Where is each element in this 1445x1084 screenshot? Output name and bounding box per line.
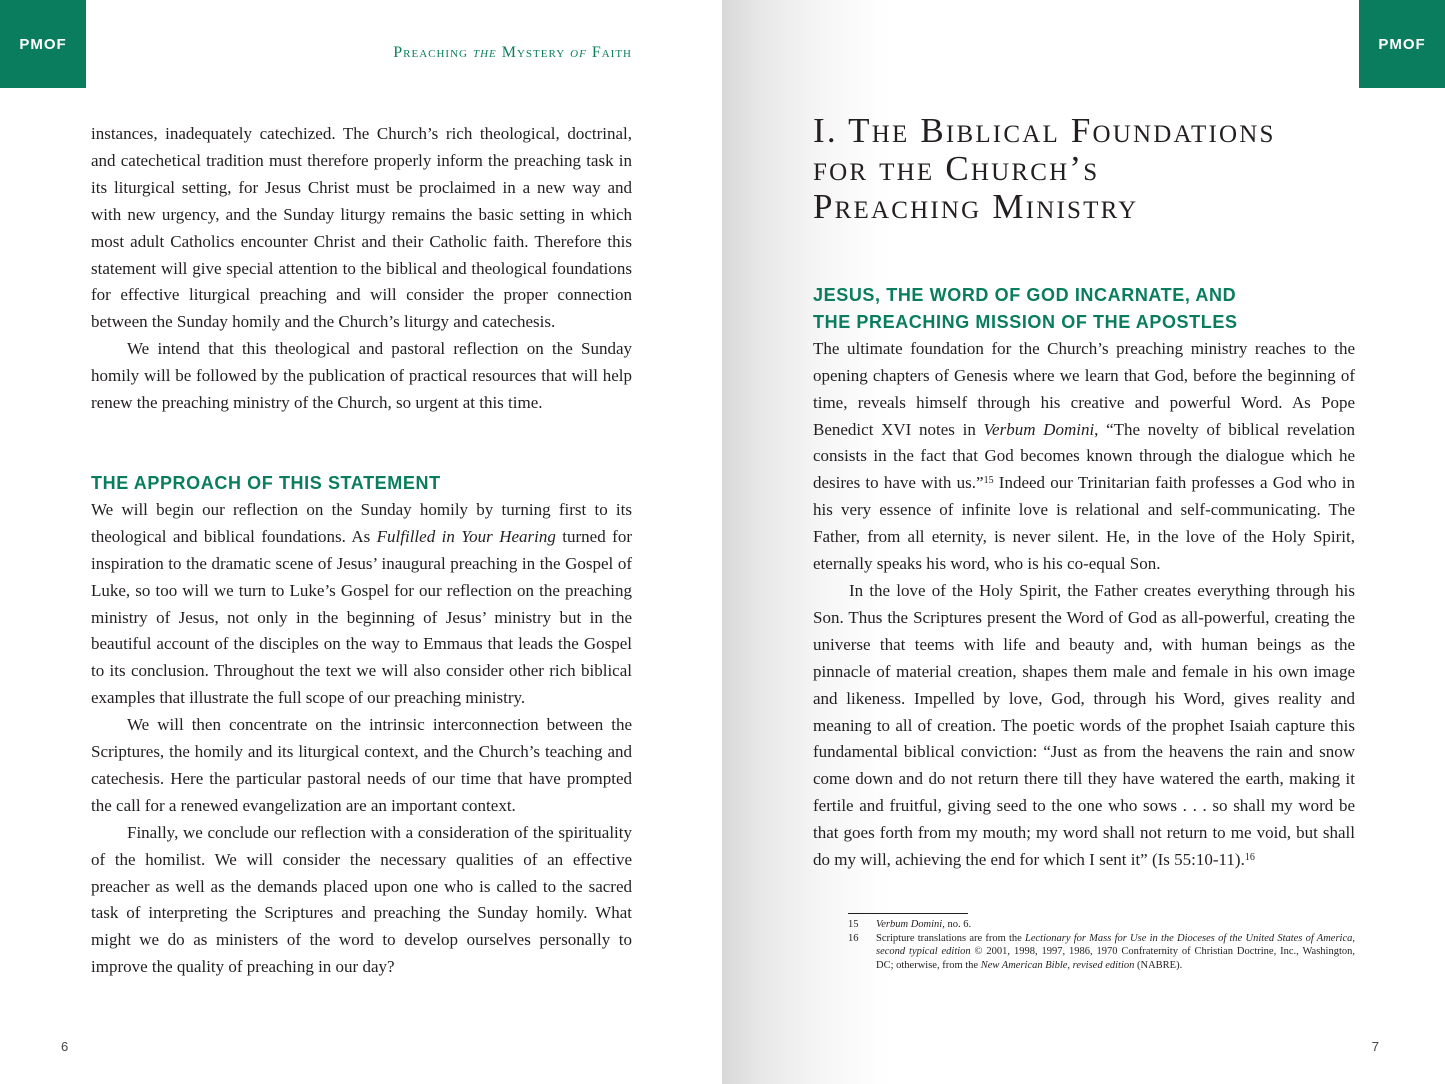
paragraph: We will begin our reflection on the Sunday homily by turning first to its theological and biblical foundations. As Fulfilled in Your Hearing turned for inspiration to the dramatic scene of Jesus’ inaugural preaching in the Gospel of Luke, so too will we turn to Luke’s Gospel for our reflection on the preaching ministry of Jesus, not only in the beginning of Jesus’ ministry but in the beautiful account of the disciples on the way to Emmaus that leads the Gospel to its conclusion. Throughout the text we will also consider other rich biblical examples that illustrate the full scope of our preaching ministry. — [91, 499, 632, 708]
paragraph: We intend that this theological and pastoral reflection on the Sunday homily will be followed by the publication of practical resources that will help renew the preaching ministry of the Church, so urgent at this time. — [91, 339, 632, 413]
paragraph: In the love of the Holy Spirit, the Father creates everything through his Son. Thus the Scriptures present the Word of God as all-powerful, creating the universe that teems with life and beauty and, with human beings as the pinnacle of material creation, shapes them male and female in his own image and likeness. Impelled by love, God, through his Word, gives reality and meaning to all of creation. The poetic words of the prophet Isaiah capture this fundamental biblical conviction: “Just as from the heavens the rain and snow come down and do not return there till they have watered the earth, making it fertile and fruitful, giving seed to the one who sows . . . so shall my word be that goes forth from my mouth; my word shall not return to me void, but shall do my will, achieving the end for which I sent it” (Is 55:10-11).$^{16}$ — [813, 580, 1355, 870]
paragraph: Finally, we conclude our reflection with a consideration of the spirituality of the homilist. We will consider the necessary qualities of an effective preacher as well as the demands placed upon one who is called to the sacred task of interpreting the Scriptures and preaching the Sunday homily. What might we do as ministers of the word to develop ourselves personally to improve the quality of preaching in our day? — [91, 822, 632, 977]
footnote: 16 Scripture translations are from the Lectionary for Mass for Use in the Dioceses of the United States of America, second typical edition © 2001, 1998, 1997, 1986, 1970 Confraternity of Christian Doctrine, Inc., Washington, DC; otherwise, from the New American Bible, revised edition (NABRE). — [848, 932, 1355, 971]
left-body — [91, 121, 632, 981]
section-heading: THE APPROACH OF THIS STATEMENT — [91, 472, 441, 493]
left-page — [0, 0, 722, 1084]
footnote-ref: 15 — [983, 475, 994, 487]
footnote-ref: 16 — [1244, 852, 1255, 864]
page-number: 7 — [1371, 1039, 1379, 1054]
footnote-rule — [848, 913, 968, 914]
paragraph: We will then concentrate on the intrinsic interconnection between the Scriptures, the homily and its liturgical context, and the Church’s teaching and catechesis. Here the particular pastoral needs of our time that have prompted the call for a renewed evangelization are an important context. — [91, 715, 632, 815]
pmof-tab-right: PMOF — [1359, 0, 1445, 88]
italic-title: Fulfilled in Your Hearing — [376, 526, 556, 546]
running-head-title: Preaching the Mystery of Faith — [393, 44, 632, 61]
paragraph: The ultimate foundation for the Church’s preaching ministry reaches to the opening chapters of Genesis where we learn that God, before the beginning of time, reveals himself through his creative and powerful Word. As Pope Benedict XVI notes in Verbum Domini, “The novelty of biblical revelation consists in the fact that God becomes known through the dialogue which he desires to have with us.”$^{15}$ Indeed our Trinitarian faith professes a God who in his very essence of infinite love is relational and self-communicating. The Father, from all eternity, is never silent. He, in the love of the Holy Spirit, eternally speaks his word, who is his co-equal Son. — [813, 338, 1356, 574]
italic-title: Verbum Domini — [983, 419, 1095, 439]
paragraph: instances, inadequately catechized. The Church’s rich theological, doctrinal, and catechetical tradition must therefore properly inform the preaching task in its liturgical setting, for Jesus Christ must be proclaimed in a new way and with new urgency, and the Sunday liturgy remains the basic setting in which most adult Catholics encounter Christ and their Catholic faith. Therefore this statement will give special attention to the biblical and theological foundations for effective liturgical preaching and will consider the proper connection between the Sunday homily and the Church’s liturgy and catechesis. — [91, 124, 632, 332]
right-body — [813, 282, 1355, 874]
section-heading: JESUS, THE WORD OF GOD INCARNATE, AND THE PREACHING MISSION OF THE APOSTLES — [813, 285, 1238, 332]
running-head — [393, 44, 632, 62]
footnotes — [848, 918, 1355, 972]
right-page — [722, 0, 1445, 1084]
pmof-tab-left: PMOF — [0, 0, 86, 88]
chapter-title: I. The Biblical Foundations for the Church’s Preaching Ministry — [813, 111, 1276, 226]
footnote: 15 Verbum Domini, no. 6. — [848, 919, 972, 930]
page-number: 6 — [61, 1039, 69, 1054]
